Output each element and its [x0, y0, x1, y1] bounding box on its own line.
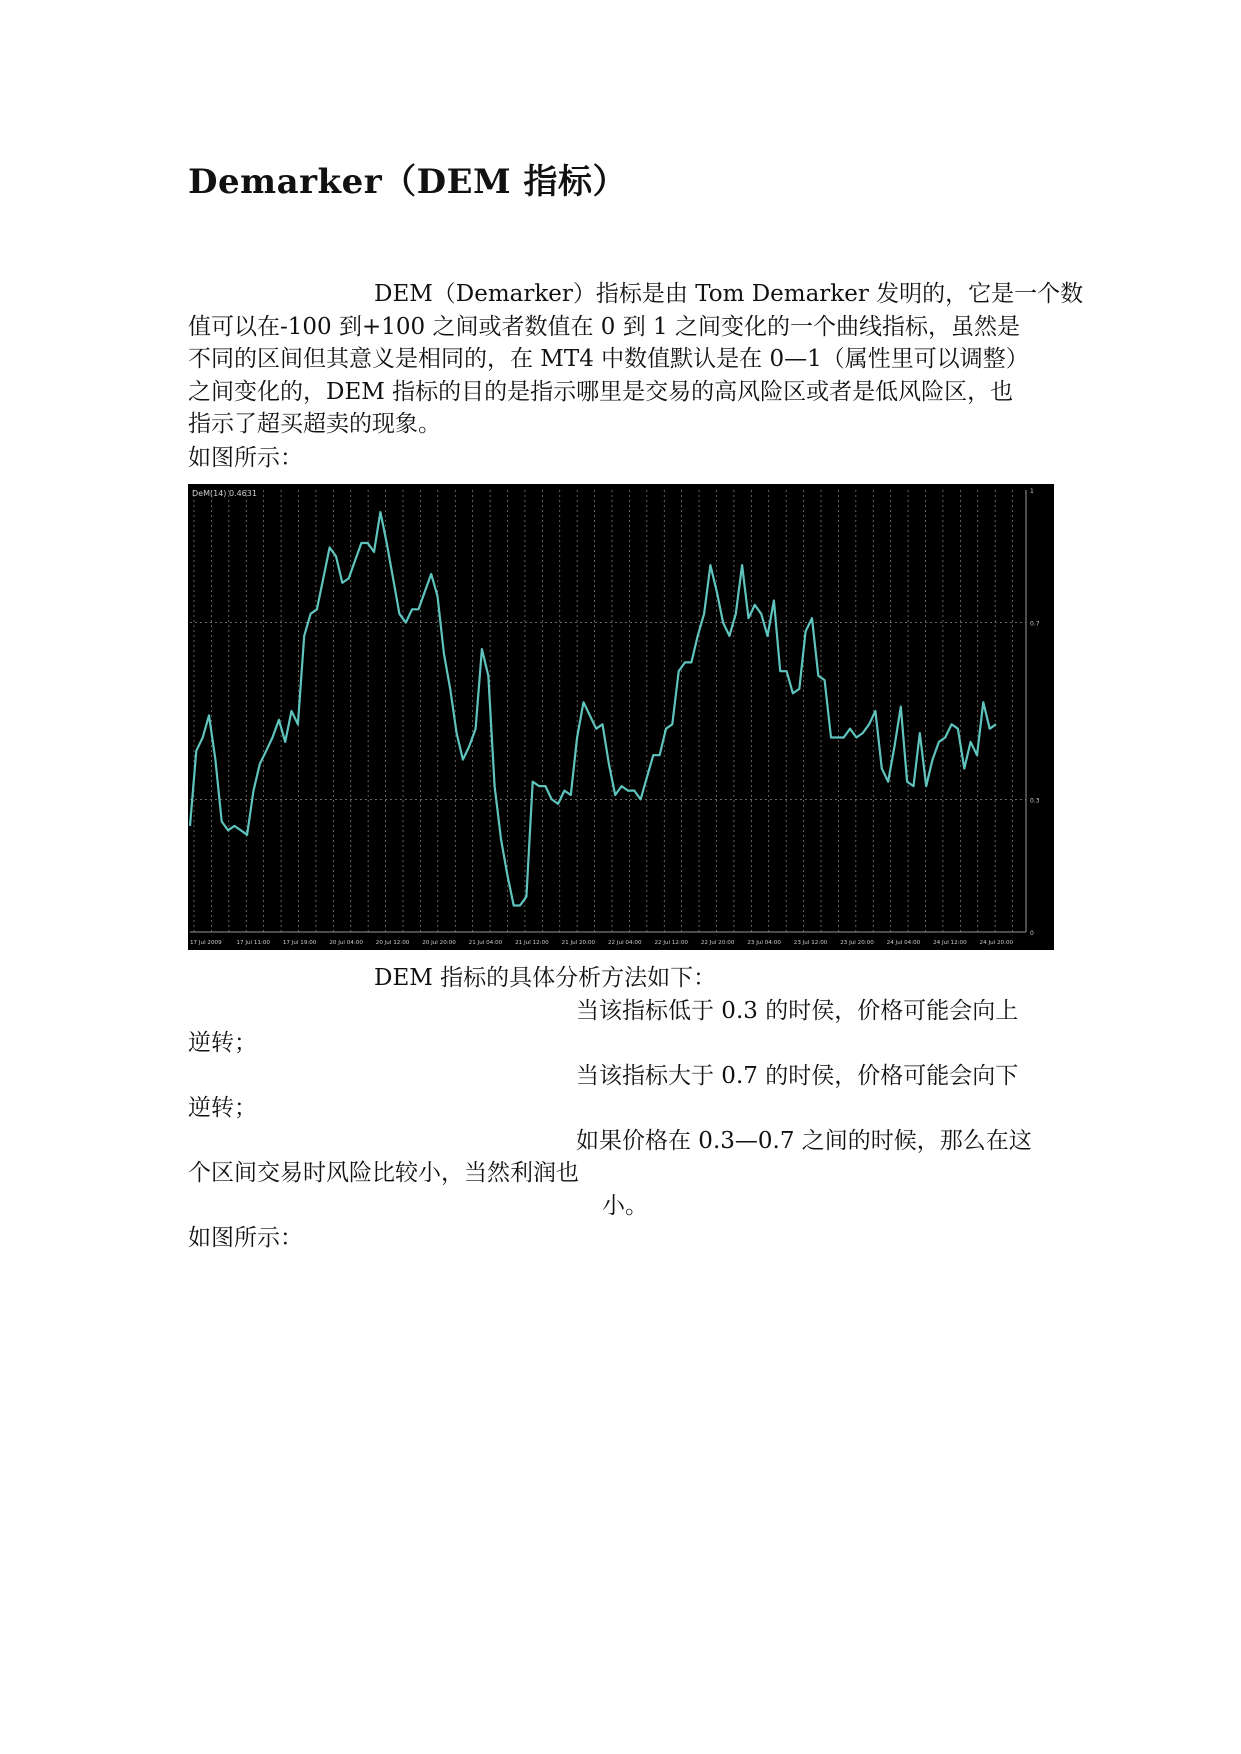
method-line: 小。	[602, 1192, 648, 1219]
intro-paragraph	[188, 278, 1084, 441]
chart-grid	[194, 490, 1013, 932]
intro-line: DEM（Demarker）指标是由 Tom Demarker 发明的，它是一个数	[374, 281, 1084, 307]
x-tick-label: 21 Jul 04:00	[468, 940, 503, 946]
dem-series-line	[190, 512, 996, 905]
figure-label: 如图所示：	[188, 445, 303, 471]
intro-line: 之间变化的，DEM 指标的目的是指示哪里是交易的高风险区或者是低风险区，也	[188, 378, 1014, 405]
x-tick-label: 21 Jul 20:00	[561, 940, 596, 946]
x-tick-label: 24 Jul 04:00	[886, 940, 921, 946]
chart-axis	[190, 488, 1040, 946]
figure-label: 如图所示：	[188, 1225, 303, 1251]
x-tick-label: 17 Jul 2009	[190, 940, 222, 946]
x-tick-label: 20 Jul 04:00	[329, 940, 363, 946]
dem-chart-svg	[188, 484, 1054, 950]
x-tick-label: 17 Jul 11:00	[236, 940, 270, 946]
method-paragraph	[188, 962, 1064, 1222]
intro-line: 不同的区间但其意义是相同的，在 MT4 中数值默认是在 0—1（属性里可以调整）	[188, 346, 1029, 372]
x-tick-label: 23 Jul 12:00	[793, 940, 828, 946]
method-line: 当该指标低于 0.3 的时侯，价格可能会向上	[576, 997, 1019, 1024]
method-line: DEM 指标的具体分析方法如下：	[374, 965, 717, 991]
intro-line: 指示了超买超卖的现象。	[188, 411, 441, 437]
dem-chart	[188, 484, 1054, 950]
intro-line: 值可以在-100 到+100 之间或者数值在 0 到 1 之间变化的一个曲线指标，虽然是	[188, 313, 1020, 340]
method-line: 当该指标大于 0.7 的时侯，价格可能会向下	[576, 1062, 1019, 1089]
method-line: 逆转；	[188, 1095, 257, 1121]
x-tick-label: 24 Jul 20:00	[979, 940, 1014, 946]
x-tick-label: 23 Jul 20:00	[840, 940, 874, 946]
x-tick-label: 20 Jul 20:00	[422, 940, 456, 946]
x-tick-label: 23 Jul 04:00	[747, 940, 781, 946]
method-line: 个区间交易时风险比较小，当然利润也	[188, 1160, 579, 1186]
x-tick-label: 21 Jul 12:00	[515, 940, 549, 946]
y-tick-label: 0.3	[1030, 797, 1040, 805]
x-tick-label: 22 Jul 20:00	[700, 940, 735, 946]
y-tick-label: 0	[1030, 930, 1034, 937]
x-tick-label: 24 Jul 12:00	[933, 940, 967, 946]
method-line: 逆转；	[188, 1030, 257, 1056]
y-tick-label: 1	[1030, 488, 1034, 495]
x-tick-label: 22 Jul 12:00	[654, 940, 688, 946]
y-tick-label: 0.7	[1030, 620, 1040, 628]
x-tick-label: 20 Jul 12:00	[375, 940, 410, 946]
indicator-label: DeM(14) 0.4631	[192, 489, 257, 498]
x-tick-label: 22 Jul 04:00	[608, 940, 642, 946]
chart-series	[190, 512, 996, 905]
x-tick-label: 17 Jul 19:00	[282, 940, 317, 946]
method-line: 如果价格在 0.3—0.7 之间的时候，那么在这	[576, 1127, 1032, 1154]
document-title: Demarker（DEM 指标）	[188, 162, 628, 202]
